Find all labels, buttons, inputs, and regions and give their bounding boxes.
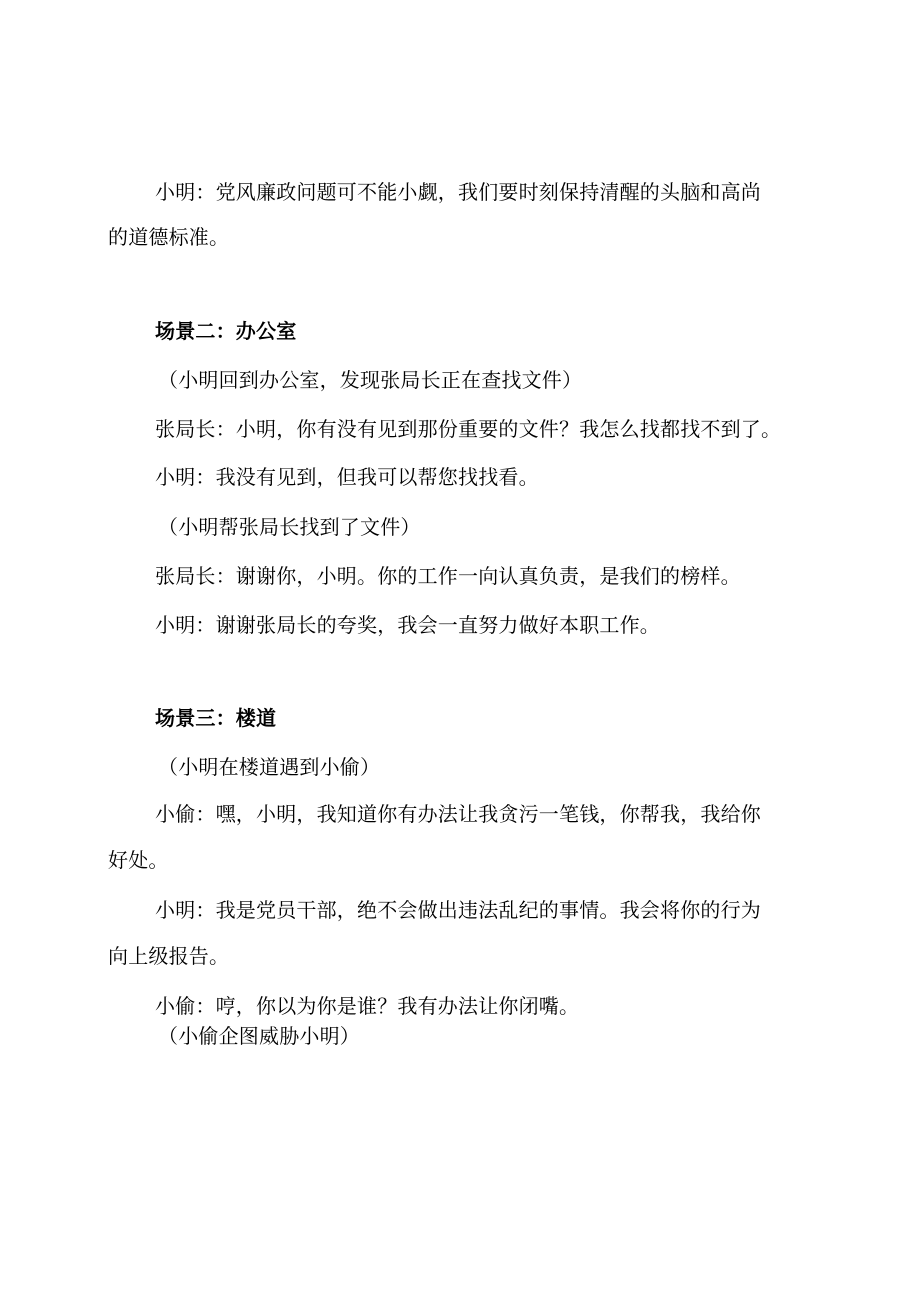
- dialogue-line: 张局长：谢谢你，小明。你的工作一向认真负责，是我们的榜样。: [155, 564, 741, 588]
- stage-direction: （小明帮张局长找到了文件）: [158, 515, 421, 539]
- dialogue-line: 小明：我是党员干部，绝不会做出违法乱纪的事情。我会将你的行为: [155, 898, 761, 922]
- dialogue-line: 小明：党风廉政问题可不能小觑，我们要时刻保持清醒的头脑和高尚: [155, 180, 761, 204]
- scene-heading: 场景三：楼道: [155, 706, 277, 730]
- dialogue-line: 小明：谢谢张局长的夸奖，我会一直努力做好本职工作。: [155, 613, 660, 637]
- dialogue-line: 小偷：嘿，小明，我知道你有办法让我贪污一笔钱，你帮我，我给你: [155, 802, 761, 826]
- dialogue-line: 小偷：哼，你以为你是谁？我有办法让你闭嘴。: [155, 994, 580, 1018]
- dialogue-line-continuation: 好处。: [108, 848, 169, 872]
- stage-direction: （小明回到办公室，发现张局长正在查找文件）: [158, 368, 583, 392]
- dialogue-line-continuation: 的道德标准。: [108, 225, 230, 249]
- stage-direction: （小明在楼道遇到小偷）: [158, 755, 381, 779]
- dialogue-line: 小明：我没有见到，但我可以帮您找找看。: [155, 465, 539, 489]
- scene-heading: 场景二：办公室: [155, 319, 297, 343]
- dialogue-line: 张局长：小明，你有没有见到那份重要的文件？我怎么找都找不到了。: [155, 417, 782, 441]
- stage-direction: （小偷企图威胁小明）: [158, 1024, 360, 1048]
- dialogue-line-continuation: 向上级报告。: [108, 944, 230, 968]
